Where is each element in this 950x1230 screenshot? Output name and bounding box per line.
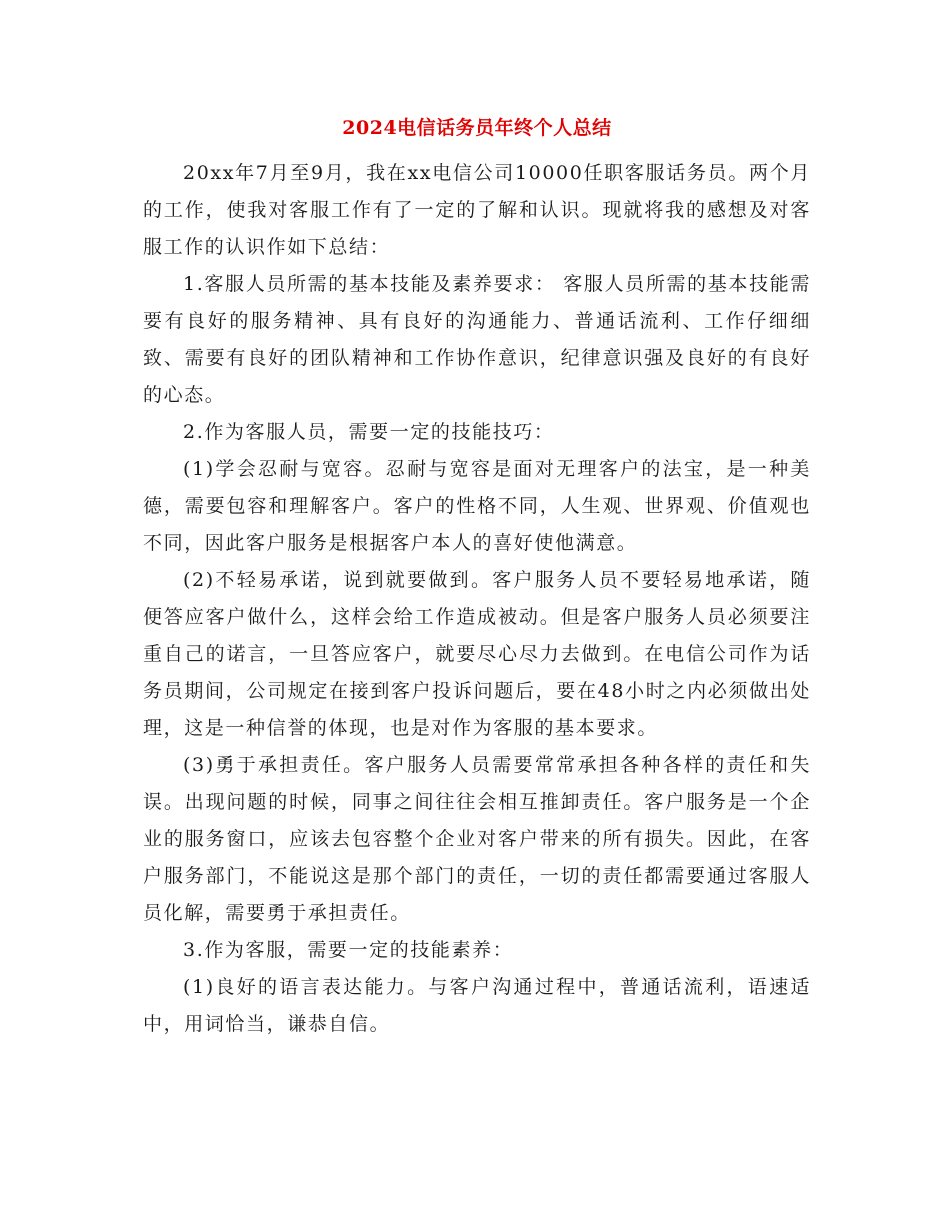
- document-page: [143, 108, 811, 1043]
- paragraph-intro: 20xx年7月至9月，我在xx电信公司10000任职客服话务员。两个月的工作，使我对客服工作有了一定的了解和认识。现就将我的感想及对客服工作的认识作如下总结：: [143, 162, 811, 258]
- paragraph-section-2: 2.作为客服人员，需要一定的技能技巧：: [183, 421, 555, 443]
- paragraph-section-2-item-2: (2)不轻易承诺，说到就要做到。客户服务人员不要轻易地承诺，随便答应客户做什么，这样会给工作造成被动。但是客户服务人员必须要注重自己的诺言，一旦答应客户，就要尽心尽力去做到。在电信公司作为话务员期间，公司规定在接到客户投诉问题后，要在48小时之内必须做出处理，这是一种信誉的体现，也是对作为客服的基本要求。: [143, 569, 811, 739]
- paragraph-section-1: 1.客服人员所需的基本技能及素养要求： 客服人员所需的基本技能需要有良好的服务精神、具有良好的沟通能力、普通话流利、工作仔细细致、需要有良好的团队精神和工作协作意识，纪律意识强及良好的有良好的心态。: [143, 273, 811, 406]
- document-title: 2024电信话务员年终个人总结: [342, 117, 612, 139]
- paragraph-section-3-item-1: (1)良好的语言表达能力。与客户沟通过程中，普通话流利，语速适中，用词恰当，谦恭自信。: [143, 976, 811, 1035]
- paragraph-section-2-item-3: (3)勇于承担责任。客户服务人员需要常常承担各种各样的责任和失误。出现问题的时候，同事之间往往会相互推卸责任。客户服务是一个企业的服务窗口，应该去包容整个企业对客户带来的所有损失。因此，在客户服务部门，不能说这是那个部门的责任，一切的责任都需要通过客服人员化解，需要勇于承担责任。: [143, 754, 811, 924]
- paragraph-section-2-item-1: (1)学会忍耐与宽容。忍耐与宽容是面对无理客户的法宝，是一种美德，需要包容和理解客户。客户的性格不同，人生观、世界观、价值观也不同，因此客户服务是根据客户本人的喜好使他满意。: [143, 458, 811, 554]
- paragraph-section-3: 3.作为客服，需要一定的技能素养：: [183, 939, 514, 961]
